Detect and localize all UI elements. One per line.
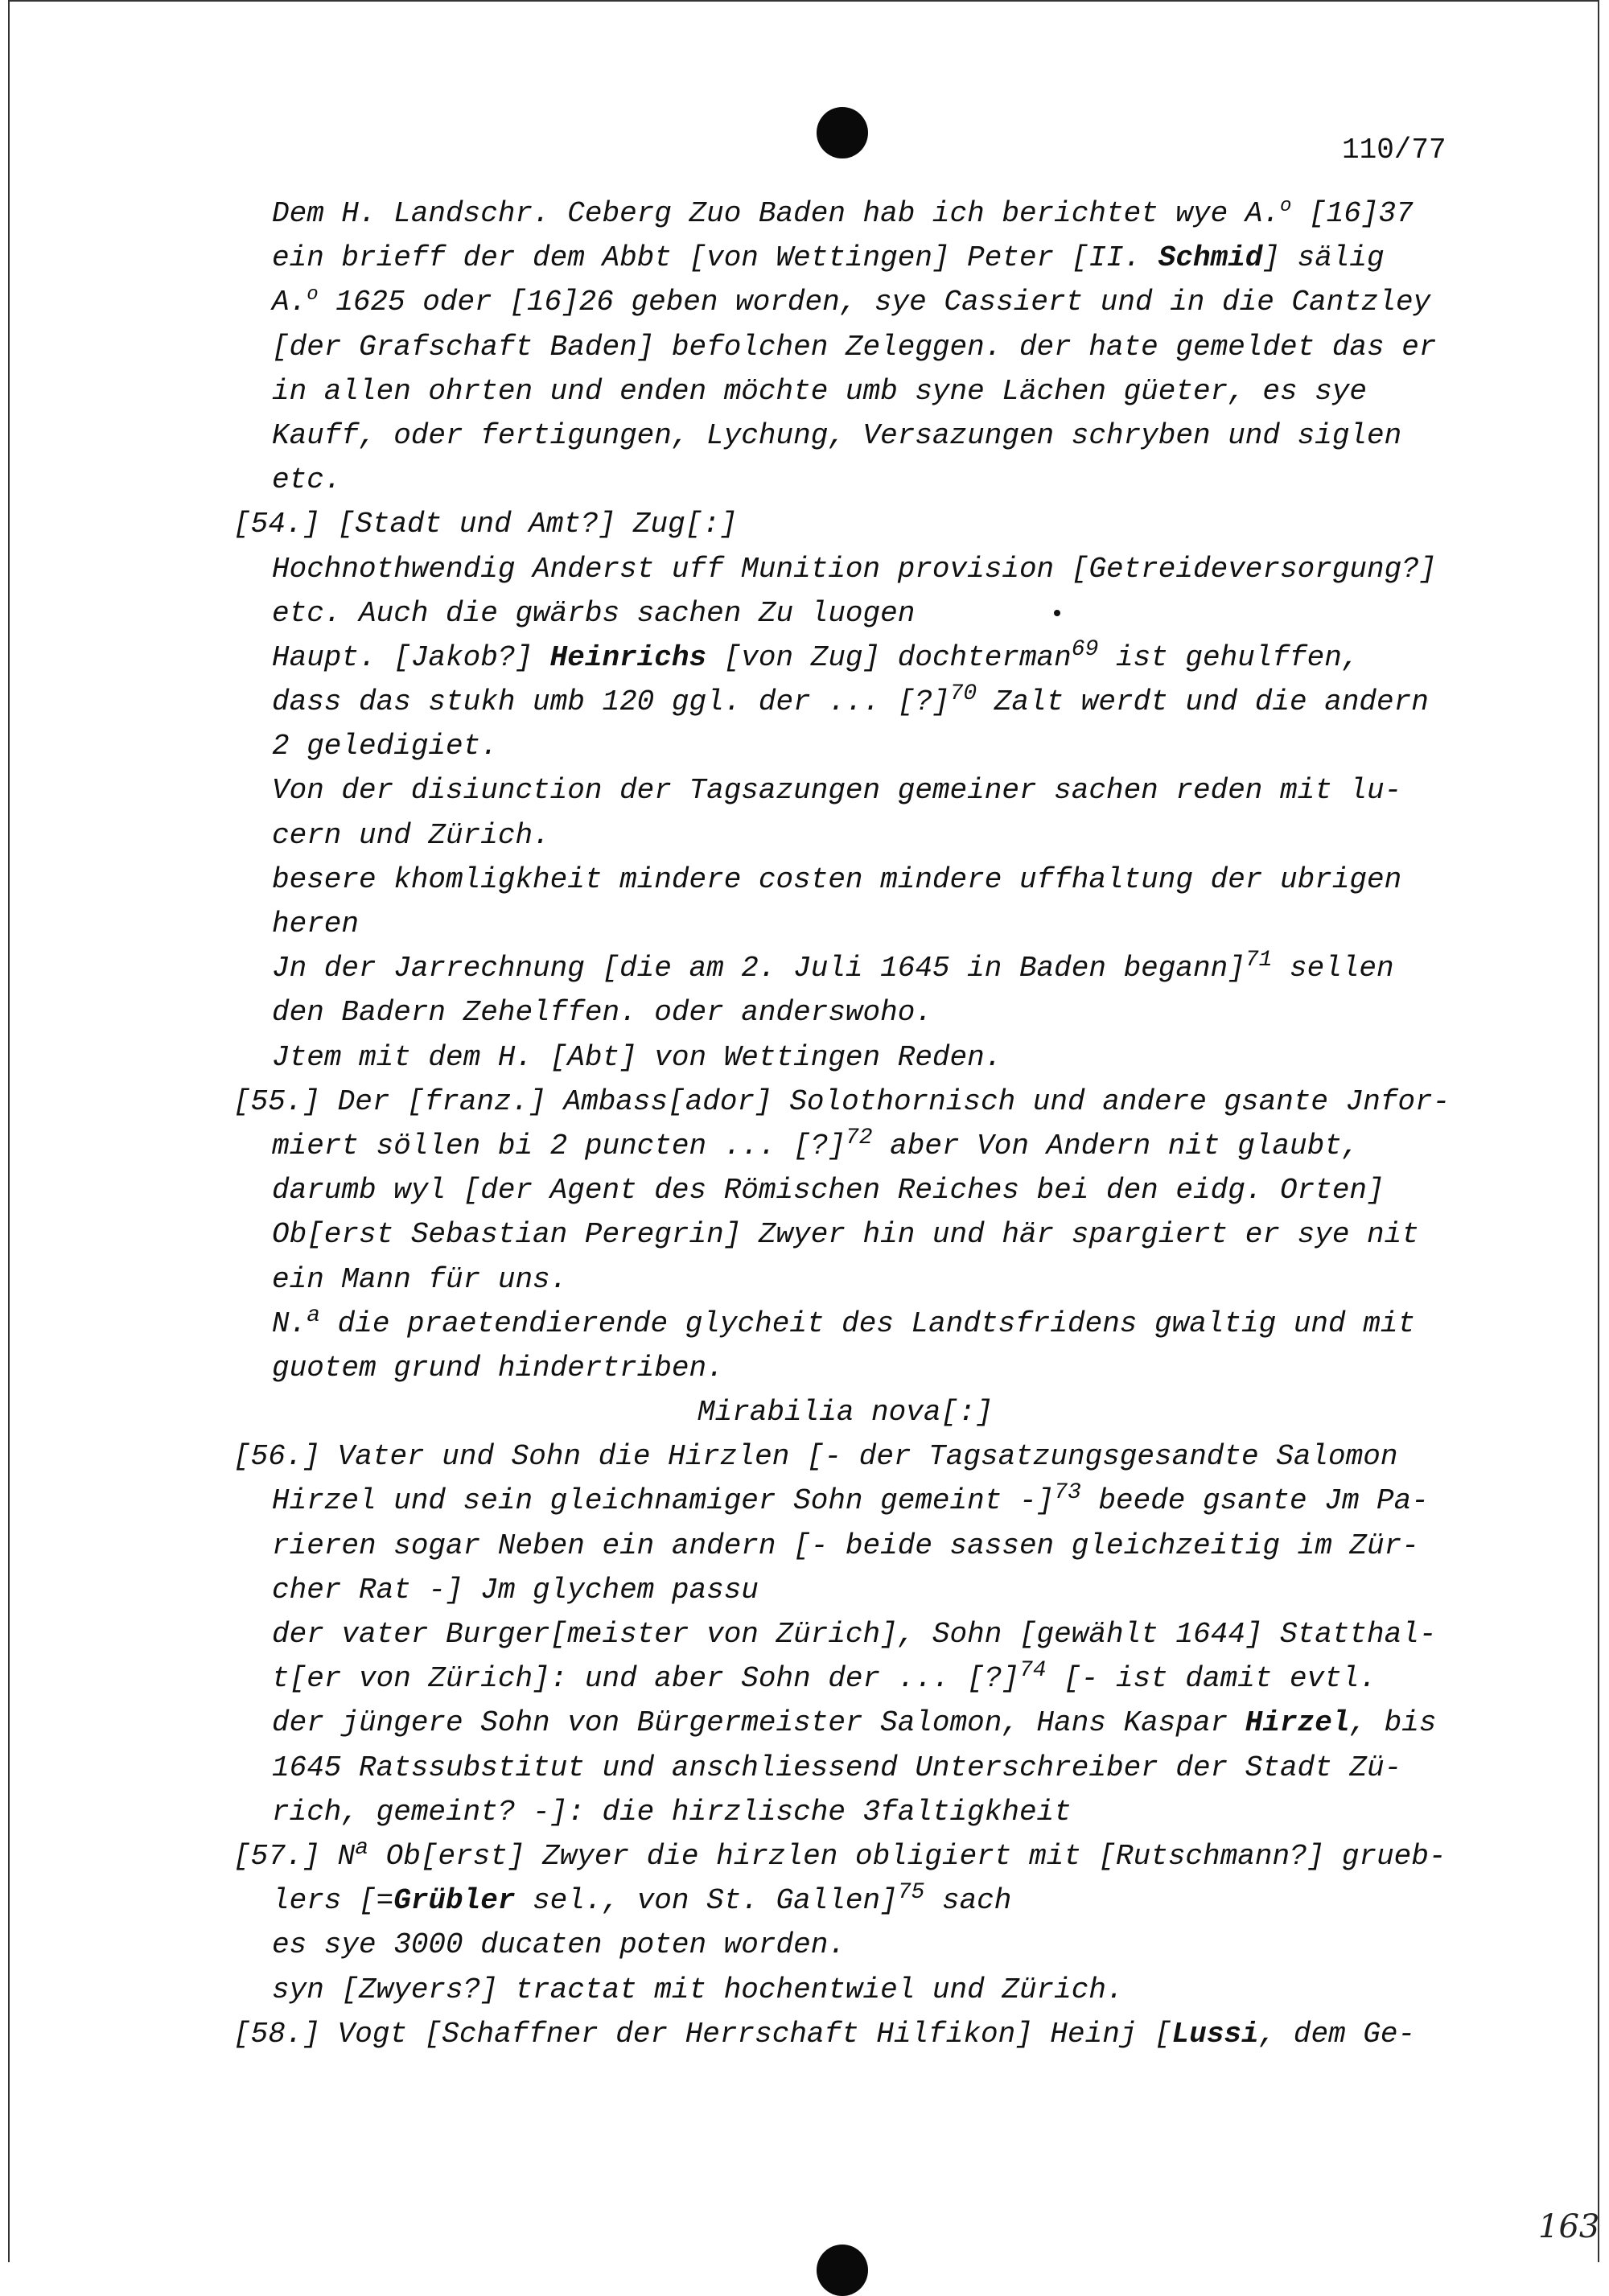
punch-hole-icon	[817, 107, 868, 158]
text-line: ein Mann für uns.	[272, 1262, 568, 1296]
paragraph-number: [55.]	[233, 1084, 321, 1118]
paragraph-number: [58.]	[233, 2017, 321, 2051]
text-line: N.$^a$ die praetendierende glycheit des Landtsfridens gwaltig und mit	[272, 1302, 1416, 1340]
text-line: es sye 3000 ducaten poten worden.	[272, 1928, 846, 1962]
footnote-ref: 71	[1245, 948, 1273, 973]
text-line: rieren sogar Neben ein andern [- beide sassen gleichzeitig im Zür-	[272, 1529, 1419, 1562]
text-line: Von der disiunction der Tagsazungen gemeiner sachen reden mit lu-	[272, 774, 1402, 808]
text-line: darumb wyl [der Agent des Römischen Reiches bei den eidg. Orten]	[272, 1174, 1385, 1208]
text-line: dass das stukh umb 120 ggl. der ... [?]$^{70}$ Zalt werdt und die andern	[272, 681, 1429, 719]
paragraph-55: [55.] Der [franz.] Ambass[ador] Solothornisch und andere gsante Jnfor-	[233, 1084, 1451, 1118]
paragraph-number: [56.]	[233, 1440, 321, 1474]
text-line: Ob[erst Sebastian Peregrin] Zwyer hin und här spargiert er sye nit	[272, 1218, 1419, 1252]
text-line: 1645 Ratssubstitut und anschliessend Unterschreiber der Stadt Zü-	[272, 1751, 1402, 1784]
section-heading: Mirabilia nova[:]	[698, 1396, 994, 1430]
text-line: heren	[272, 907, 360, 940]
punch-hole-icon	[817, 2245, 868, 2296]
footnote-ref: 75	[897, 1880, 925, 1906]
paragraph-54: [54.] [Stadt und Amt?] Zug[:]	[233, 508, 738, 541]
footnote-ref: 70	[949, 681, 977, 707]
text-line: in allen ohrten und enden möchte umb syne Lächen güeter, es sye	[272, 374, 1368, 408]
text-line: t[er von Zürich]: und aber Sohn der ... [?]$^{74}$ [- ist damit evtl.	[272, 1658, 1377, 1696]
text-line: Dem H. Landschr. Ceberg Zuo Baden hab ich berichtet wye A.$^o$ [16]37	[272, 195, 1414, 230]
text-line: lers [=Grübler sel., von St. Gallen]$^{75}$ sach	[272, 1880, 1012, 1918]
footnote-ref: 73	[1054, 1480, 1081, 1506]
text-line: cher Rat -] Jm glychem passu	[272, 1573, 759, 1607]
page-number: 110/77	[1342, 134, 1446, 167]
dot-mark	[1054, 610, 1060, 616]
paragraph-56: [56.] Vater und Sohn die Hirzlen [- der Tagsatzungsgesandte Salomon	[233, 1440, 1398, 1474]
text-line: besere khomligkheit mindere costen mindere uffhaltung der ubrigen	[272, 862, 1402, 896]
handwritten-folio-number: 163	[1538, 2208, 1600, 2245]
text-line: guotem grund hindertriben.	[272, 1351, 724, 1385]
text-line: Jtem mit dem H. [Abt] von Wettingen Reden.	[272, 1040, 1002, 1074]
text-line: A.$^o$ 1625 oder [16]26 geben worden, sye Cassiert und in die Cantzley	[272, 284, 1431, 319]
text-line: etc. Auch die gwärbs sachen Zu luogen	[233, 591, 1488, 636]
text-line: 2 geledigiet.	[272, 730, 498, 763]
footnote-ref: 69	[1071, 636, 1099, 662]
paragraph-number: [54.]	[233, 508, 321, 541]
text-line: rich, gemeint? -]: die hirzlische 3faltigkheit	[272, 1795, 1072, 1829]
text-line: Haupt. [Jakob?] Heinrichs [von Zug] dochterman$^{69}$ ist gehulffen,	[272, 636, 1360, 674]
text-line: den Badern Zehelffen. oder anderswoho.	[272, 996, 932, 1030]
text-line: ein brieff der dem Abbt [von Wettingen] Peter [II. Schmid] sälig	[272, 241, 1385, 275]
paragraph-57: [57.] $N^a$ Ob[erst] Zwyer die hirzlen obligiert mit [Rutschmann?] grueb-	[233, 1835, 1446, 1873]
paragraph-number: [57.]	[233, 1839, 321, 1873]
text-line: der jüngere Sohn von Bürgermeister Salomon, Hans Kaspar Hirzel, bis	[272, 1706, 1437, 1740]
text-line: etc.	[272, 463, 342, 497]
text-line: miert söllen bi 2 puncten ... [?]$^{72}$ aber Von Andern nit glaubt,	[272, 1125, 1360, 1162]
paragraph-58: [58.] Vogt [Schaffner der Herrschaft Hilfikon] Heinj [Lussi, dem Ge-	[233, 2017, 1416, 2051]
document-body	[233, 191, 1488, 2056]
text-line: Kauff, oder fertigungen, Lychung, Versazungen schryben und siglen	[272, 418, 1402, 452]
text-line: cern und Zürich.	[272, 818, 550, 852]
text-line: der vater Burger[meister von Zürich], Sohn [gewählt 1644] Statthal-	[272, 1618, 1437, 1651]
footnote-ref: 72	[845, 1125, 873, 1150]
text-line: Jn der Jarrechnung [die am 2. Juli 1645 in Baden begann]$^{71}$ sellen	[272, 948, 1394, 985]
text-line: Hochnothwendig Anderst uff Munition provision [Getreideversorgung?]	[272, 552, 1437, 586]
text-line: [der Grafschaft Baden] befolchen Zeleggen. der hate gemeldet das er	[272, 330, 1437, 364]
text-line: Hirzel und sein gleichnamiger Sohn gemeint -]$^{73}$ beede gsante Jm Pa-	[272, 1480, 1429, 1518]
footnote-ref: 74	[1018, 1658, 1047, 1684]
text-line: syn [Zwyers?] tractat mit hochentwiel und Zürich.	[272, 1973, 1124, 2006]
